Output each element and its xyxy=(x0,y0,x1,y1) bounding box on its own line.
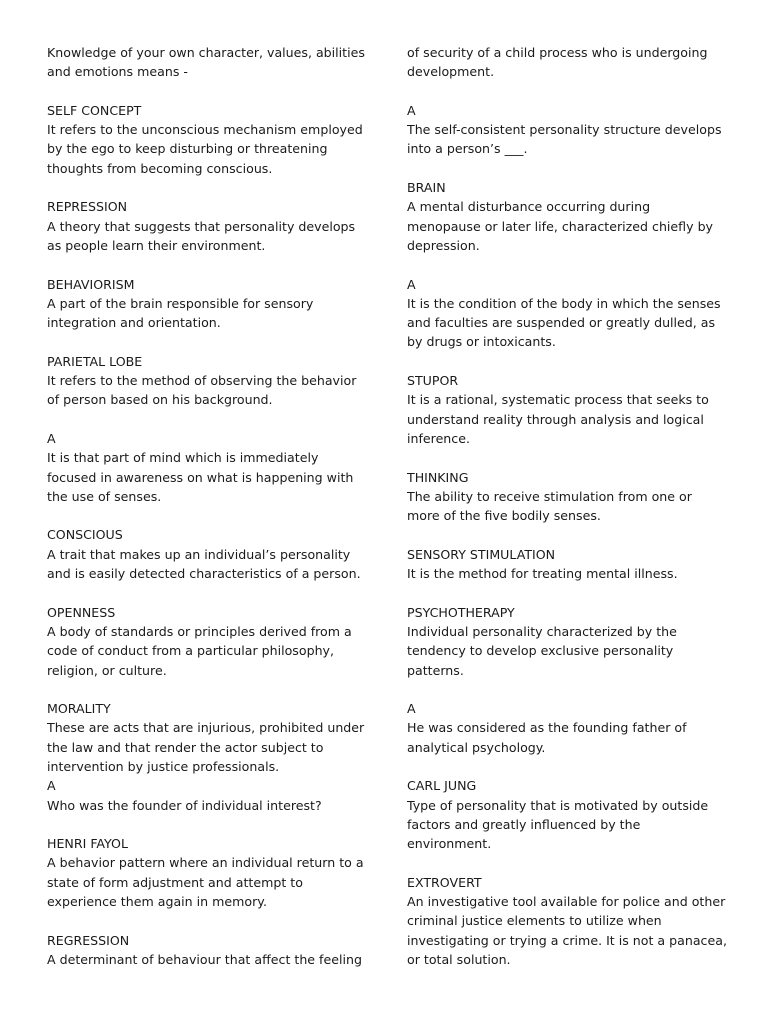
left-column-text-line: the use of senses. xyxy=(47,488,162,504)
right-column-spacer xyxy=(407,82,727,101)
left-column-text-line: Who was the founder of individual interest? xyxy=(47,797,322,813)
right-column-text-line: STUPOR xyxy=(407,373,459,389)
left-column-text-line: These are acts that are injurious, prohibited under xyxy=(47,720,365,736)
left-column-text-line: thoughts from becoming conscious. xyxy=(47,160,273,176)
right-column-text-line: by drugs or intoxicants. xyxy=(407,334,556,350)
left-column-text-line: focused in awareness on what is happening with xyxy=(47,469,354,485)
left-column-text-line: Knowledge of your own character, values, abilities xyxy=(47,45,365,60)
left-column-text-line: A xyxy=(47,778,56,794)
left-column-text-line: It refers to the unconscious mechanism employed xyxy=(47,122,363,138)
right-column-text-line: A mental disturbance occurring during xyxy=(407,199,651,215)
left-column-text-line: and emotions means - xyxy=(47,64,188,80)
left-column-text-line: intervention by justice professionals. xyxy=(47,758,280,774)
right-column-text-line: analytical psychology. xyxy=(407,739,546,755)
left-column-spacer xyxy=(47,506,367,525)
right-column-spacer xyxy=(407,583,727,602)
left-column-text-line: religion, or culture. xyxy=(47,662,167,678)
right-column-text-line: A xyxy=(407,701,416,717)
right-column-text-line: THINKING xyxy=(407,469,469,485)
left-column-text-line: integration and orientation. xyxy=(47,315,221,331)
right-column-text-line: environment. xyxy=(407,836,492,852)
right-column-spacer xyxy=(407,853,727,872)
left-column-text-line: MORALITY xyxy=(47,701,111,717)
left-column-text-line: code of conduct from a particular philosophy, xyxy=(47,643,335,659)
left-column-text-line: SELF CONCEPT xyxy=(47,102,142,118)
left-column-text-line: BEHAVIORISM xyxy=(47,276,135,292)
right-column-text-line: factors and greatly influenced by the xyxy=(407,816,641,832)
right-column-spacer xyxy=(407,448,727,467)
right-column-text-line: A xyxy=(407,276,416,292)
right-column-text-line: tendency to develop exclusive personality xyxy=(407,643,674,659)
left-column-spacer xyxy=(47,911,367,930)
right-column-spacer xyxy=(407,757,727,776)
left-column-spacer xyxy=(47,410,367,429)
right-column-text-line: or total solution. xyxy=(407,951,511,967)
right-column-text-line: Individual personality characterized by the xyxy=(407,623,677,639)
left-column-text-line: A body of standards or principles derived from a xyxy=(47,623,352,639)
left-column-text-line: HENRI FAYOL xyxy=(47,836,128,852)
right-text-column xyxy=(407,43,727,969)
left-column-spacer xyxy=(47,82,367,101)
left-column-text-line: A behavior pattern where an individual return to a xyxy=(47,855,364,871)
right-column-spacer xyxy=(407,680,727,699)
left-column-text-line: A part of the brain responsible for sensory xyxy=(47,295,314,311)
left-column-text-line: of person based on his background. xyxy=(47,392,273,408)
right-column-text-line: and faculties are suspended or greatly dulled, as xyxy=(407,315,716,331)
right-column-text-line: The ability to receive stimulation from one or xyxy=(407,488,692,504)
right-column-text-line: The self-consistent personality structure develops xyxy=(407,122,722,138)
right-column-text-line: of security of a child process who is undergoing xyxy=(407,45,708,60)
right-column-text-line: into a person’s ___. xyxy=(407,141,528,157)
left-column-text-line: the law and that render the actor subject to xyxy=(47,739,324,755)
right-column-text-line: PSYCHOTHERAPY xyxy=(407,604,515,620)
right-column-text-line: patterns. xyxy=(407,662,464,678)
left-column-text-line: experience them again in memory. xyxy=(47,894,267,910)
left-column-spacer xyxy=(47,178,367,197)
left-column-text-line: It refers to the method of observing the behavior xyxy=(47,373,357,389)
left-column-text-line: A xyxy=(47,430,56,446)
left-text-column xyxy=(47,43,367,969)
right-column-text-line: SENSORY STIMULATION xyxy=(407,546,556,562)
right-column-text-line: menopause or later life, characterized chiefly by xyxy=(407,218,714,234)
right-column-text-line: BRAIN xyxy=(407,180,446,196)
left-column-spacer xyxy=(47,815,367,834)
left-column-text-line: A theory that suggests that personality develops xyxy=(47,218,356,234)
right-column-spacer xyxy=(407,525,727,544)
right-column-text-line: A xyxy=(407,102,416,118)
left-column-text-line: REPRESSION xyxy=(47,199,128,215)
right-column-spacer xyxy=(407,255,727,274)
left-column-text-line: by the ego to keep disturbing or threatening xyxy=(47,141,328,157)
left-column-text-line: state of form adjustment and attempt to xyxy=(47,874,303,890)
left-column-spacer xyxy=(47,680,367,699)
left-column-spacer xyxy=(47,583,367,602)
right-column-text-line: investigating or trying a crime. It is not a panacea, xyxy=(407,932,727,948)
right-column-text-line: more of the five bodily senses. xyxy=(407,508,601,524)
left-column-text-line: A trait that makes up an individual’s personality xyxy=(47,546,351,562)
left-column-spacer xyxy=(47,332,367,351)
right-column-text-line: development. xyxy=(407,64,495,80)
right-column-spacer xyxy=(407,352,727,371)
right-column-text-line: criminal justice elements to utilize when xyxy=(407,913,662,929)
right-column-text-line: He was considered as the founding father of xyxy=(407,720,687,736)
left-column-text-line: CONSCIOUS xyxy=(47,527,123,543)
left-column-spacer xyxy=(47,255,367,274)
right-column-text-line: It is a rational, systematic process that seeks to xyxy=(407,392,709,408)
right-column-text-line: EXTROVERT xyxy=(407,874,482,890)
left-column-text-line: It is that part of mind which is immediately xyxy=(47,450,319,466)
left-column-text-line: and is easily detected characteristics of a person. xyxy=(47,566,361,582)
left-column-text-line: REGRESSION xyxy=(47,932,130,948)
right-column-text-line: CARL JUNG xyxy=(407,778,477,794)
right-column-text-line: depression. xyxy=(407,237,480,253)
left-column-text-line: A determinant of behaviour that affect the feeling xyxy=(47,951,362,967)
right-column-text-line: An investigative tool available for police and other xyxy=(407,894,726,910)
right-column-text-line: understand reality through analysis and logical xyxy=(407,411,704,427)
right-column-text-line: inference. xyxy=(407,430,470,446)
left-column-text-line: OPENNESS xyxy=(47,604,116,620)
right-column-text-line: It is the condition of the body in which the senses xyxy=(407,295,721,311)
right-column-text-line: Type of personality that is motivated by outside xyxy=(407,797,709,813)
left-column-text-line: PARIETAL LOBE xyxy=(47,353,143,369)
right-column-spacer xyxy=(407,159,727,178)
right-column-text-line: It is the method for treating mental illness. xyxy=(407,566,678,582)
left-column-text-line: as people learn their environment. xyxy=(47,237,266,253)
